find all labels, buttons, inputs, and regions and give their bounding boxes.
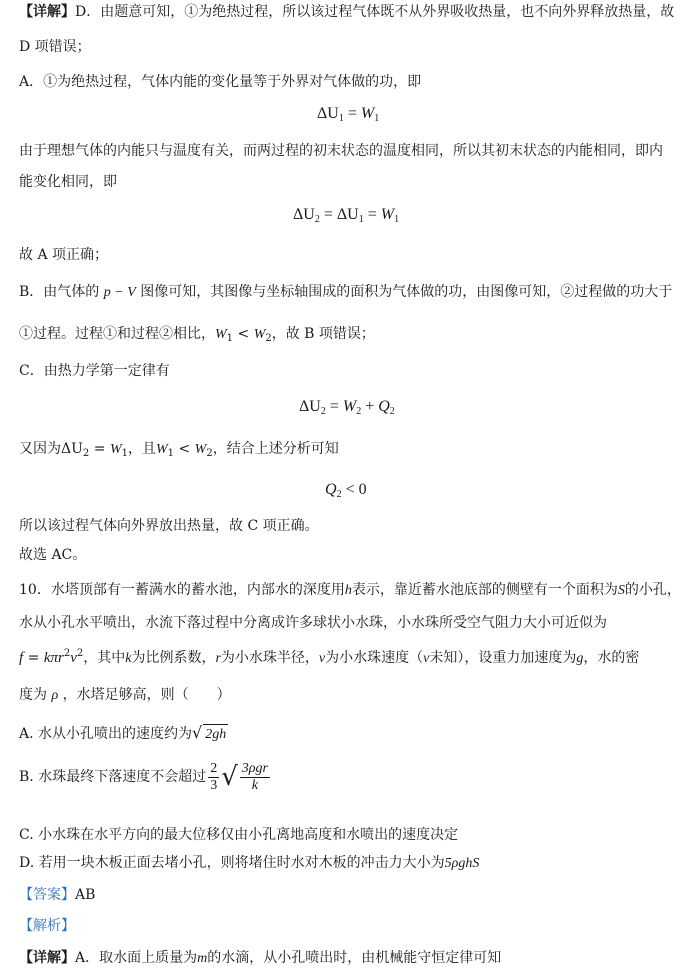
analysis-line: [19, 916, 75, 936]
line-text: ，其中: [83, 650, 126, 666]
line-text: ，且: [127, 441, 156, 457]
line-text: D．由题意可知，①为绝热过程，所以该过程气体既不从外界吸收热量，也不向外界释放热量，故: [75, 4, 675, 20]
option-b: B. 水珠最终下落速度不会超过 $\frac{2}{3}$ √ $\frac{\text{3ρgr}}{k}$: [19, 760, 268, 793]
option-text: B. 水珠最终下落速度不会超过: [19, 769, 207, 785]
text-line: [19, 282, 672, 303]
symbol-h: h: [344, 583, 352, 598]
option-text: D. 若用一块木板正面去堵小孔，则将堵住时水对木板的冲击力大小为: [19, 855, 445, 871]
equation-q2: $Q_2 < 0$: [325, 481, 367, 500]
line-text: 的小孔，: [624, 582, 681, 598]
text-line: ①过程。过程①和过程②相比，$W_1 < W_2$，故 B 项错误；: [19, 326, 375, 344]
option-a: A. 水从小孔喷出的速度约为√ 2gh: [19, 723, 228, 745]
pv-symbol: p − V: [103, 285, 136, 300]
line-text: 10．水塔顶部有一蓄满水的蓄水池，内部水的深度用: [19, 582, 345, 598]
line-text: 为比例系数，: [131, 650, 216, 666]
option-d-value: 5ρghS: [444, 856, 480, 871]
question-10-line: 水从小孔水平喷出，水流下落过程中分离成许多球状小水珠，小水珠所受空气阻力大小可近似为: [19, 615, 607, 631]
equation-first-law: $\Delta U_2 = W_2 + Q_2$: [299, 398, 395, 417]
question-10-line: $f = k\pi r^2v^2$，其中k为比例系数，r为小水珠半径，v为小水珠速度（v未知），设重力加速度为g，水的密: [19, 648, 640, 666]
option-c: C. 小水珠在水平方向的最大位移仅由小孔离地高度和水喷出的速度决定: [19, 827, 459, 843]
line-text: B．由气体的: [19, 284, 100, 300]
answer-value: AB: [75, 887, 96, 903]
line-text: A．取水面上质量为: [75, 950, 198, 966]
line-text: 表示，靠近蓄水池底部的侧壁有一个面积为: [351, 582, 618, 598]
symbol-rho: ρ: [51, 688, 59, 703]
symbol-v: v: [423, 651, 430, 666]
equation-du2: $\Delta U_2 = \Delta U_1 = W_1$: [293, 206, 400, 225]
symbol-v: v: [318, 651, 326, 666]
line-text: 为小水珠半径，: [220, 650, 319, 666]
text-line: A．①为绝热过程，气体内能的变化量等于外界对气体做的功，即: [19, 74, 422, 90]
line-text: 未知），设重力加速度为: [429, 650, 577, 666]
text-line: 由于理想气体的内能只与温度有关，而两过程的初末状态的温度相同，所以其初末状态的内能相同，即内: [19, 143, 663, 159]
question-10-line: [19, 685, 231, 706]
text-line: 所以该过程气体向外界放出热量，故 C 项正确。: [19, 518, 319, 534]
line-text: 为小水珠速度（: [325, 650, 424, 666]
symbol-m: m: [197, 951, 208, 966]
symbol-r: r: [215, 651, 221, 666]
line-text: 图像可知，其图像与坐标轴围成的面积为气体做的功，由图像可知，②过程做的功大于: [140, 284, 673, 300]
symbol-g: g: [576, 651, 584, 666]
text-line: [19, 948, 501, 969]
detail-label: 【详解】: [19, 950, 75, 966]
text-line: 故选 AC。: [19, 547, 87, 563]
text-line: D 项错误；: [19, 39, 91, 55]
detail-label: 【详解】: [19, 4, 75, 20]
line-text: ①过程。过程①和过程②相比，: [19, 326, 215, 342]
option-text: A. 水从小孔喷出的速度约为: [19, 726, 193, 742]
text-line: 又因为$\Delta U_2 = W_1$，且$W_1 < W_2$，结合上述分析可知: [19, 441, 339, 459]
line-text: ，故 B 项错误；: [271, 326, 375, 342]
text-line: [19, 2, 674, 22]
equation-du1: $\Delta U_1 = W_1$: [317, 105, 380, 124]
text-line: 故 A 项正确；: [19, 247, 109, 263]
answer-label: 【答案】: [19, 887, 75, 903]
text-line: C．由热力学第一定律有: [19, 363, 170, 379]
line-text: ，水塔足够高，则（ ）: [62, 687, 231, 703]
line-text: ，水的密: [583, 650, 640, 666]
line-text: 又因为: [19, 441, 61, 457]
line-text: 度为: [19, 687, 47, 703]
option-d: [19, 853, 479, 874]
symbol-k: k: [125, 651, 132, 666]
analysis-label: 【解析】: [19, 918, 75, 934]
question-10-line: [19, 580, 681, 601]
symbol-s: S: [617, 583, 625, 598]
answer-line: [19, 885, 95, 905]
line-text: 的水滴，从小孔喷出时，由机械能守恒定律可知: [207, 950, 502, 966]
text-line: 能变化相同，即: [19, 174, 117, 190]
line-text: ，结合上述分析可知: [212, 441, 339, 457]
